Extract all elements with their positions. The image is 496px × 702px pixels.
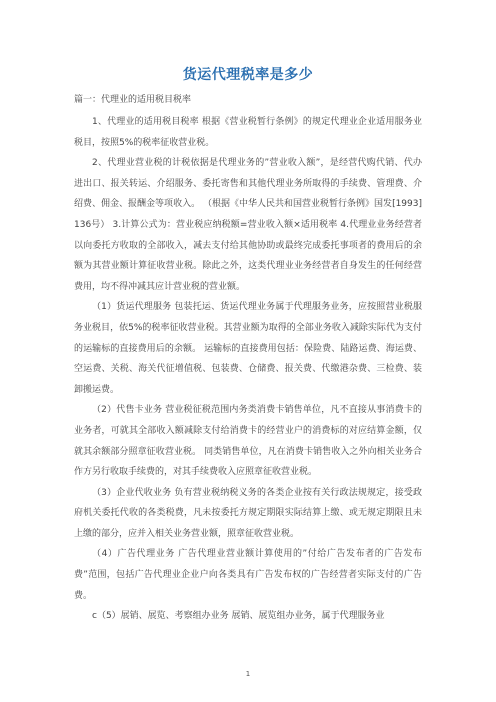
paragraph-2: 2、代理业营业税的计税依据是代理业务的”营业收入额”，是经营代购代销、代办进出口、报关转运、介绍服务、委托寄售和其他代理业务所取得的手续费、管理费、介绍费、佣金、报酬金等项收入。 （根据《中华人民共和国营业税暂行条例》国发[1993]136号） 3.计算公式为：营业税应纳税额=营业收入额×适用税率 4.代理业业务经营者以向委托方收取的全部收入，减去支付给其他协助或最终完成委托事项者的费用后的余额为其营业额计算征收营业税。除此之外，这类代理业业务经营者自身发生的任何经营费用，均不得冲减其应计营业税的营业额。 bbox=[74, 158, 422, 292]
paragraph-1: 1、代理业的适用税目税率 根据《营业税暂行条例》的规定代理业企业适用服务业税目，按照5%的税率征收营业税。 bbox=[74, 117, 422, 148]
page-number: 1 bbox=[245, 670, 251, 678]
document-body bbox=[74, 92, 422, 627]
paragraph-6: （4）广告代理业务 广告代理业营业额计算使用的”付给广告发布者的广告发布费”范围，包括广告代理业企业户向各类具有广告发布权的广告经营者实际支付的广告费。 bbox=[74, 549, 422, 601]
paragraph-4: （2）代售卡业务 营业税征税范围内务类消费卡销售单位，凡不直接从事消费卡的业务者，可就其全部收入额减除支付给消费卡的经营业户的消费标的对应结算金额，仅就其余额部分照章征收营业税。 同类销售单位，凡在消费卡销售收入之外向相关业务合作方另行收取手续费的，对其手续费收入应照章征收营业税。 bbox=[74, 405, 422, 478]
paragraph-3: （1）货运代理服务 包装托运、货运代理业务属于代理服务业务，应按照营业税服务业税目，依5%的税率征收营业税。其营业额为取得的全部业务收入减除实际代为支付的运输标的直接费用后的余额。 运输标的直接费用包括：保险费、陆路运费、海运费、空运费、关税、海关代征增值税、包装费、仓储费、报关费、代缴港杂费、三检费、装卸搬运费。 bbox=[74, 302, 422, 395]
paragraph-7: c（5）展销、展览、考察组办业务 展销、展览组办业务，属于代理服务业 bbox=[92, 611, 385, 622]
section-heading: 篇一：代理业的适用税目税率 bbox=[74, 95, 192, 105]
document-title: 货运代理税率是多少 bbox=[182, 67, 314, 83]
paragraph-5: （3）企业代收业务 负有营业税纳税义务的各类企业按有关行政法规规定，接受政府机关委托代收的各类税费，凡未按委托方规定期限实际结算上缴、或无规定期限且未上缴的部分，应并入相关业务营业额，照章征收营业税。 bbox=[74, 487, 422, 539]
